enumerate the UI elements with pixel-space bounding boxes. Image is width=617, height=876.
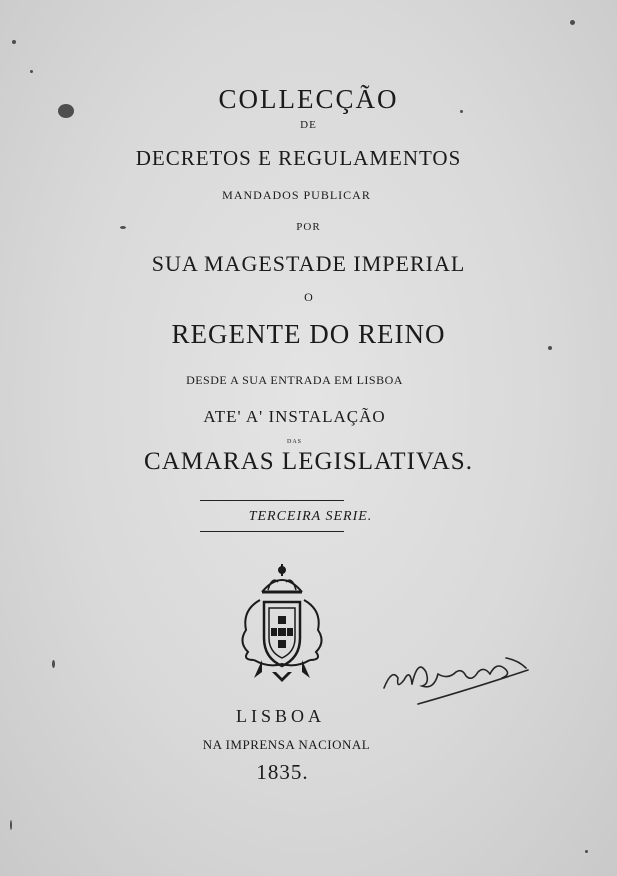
- title-line-mandados: MANDADOS PUBLICAR: [222, 188, 371, 202]
- ink-speck: [52, 660, 55, 668]
- title-line-regente: REGENTE DO REINO: [171, 319, 446, 349]
- ink-speck: [30, 70, 33, 73]
- divider-top: [200, 500, 344, 501]
- title-line-camaras: CAMARAS LEGISLATIVAS.: [144, 448, 473, 475]
- series-label: TERCEIRA SERIE.: [248, 509, 373, 524]
- title-line-de: DE: [300, 119, 317, 131]
- imprint-city: LISBOA: [235, 706, 325, 726]
- divider-bottom: [200, 531, 344, 532]
- imprint-press: NA IMPRENSA NACIONAL: [202, 737, 371, 752]
- title-line-por: POR: [296, 221, 321, 233]
- title-line-sua-magestade: SUA MAGESTADE IMPERIAL: [151, 251, 466, 276]
- ink-speck: [12, 40, 16, 44]
- ink-speck: [570, 20, 575, 25]
- page-title: COLLECÇÃO: [218, 84, 399, 114]
- imprint-year: 1835.: [256, 760, 309, 784]
- title-line-desde: DESDE A SUA ENTRADA EM LISBOA: [186, 373, 403, 387]
- ink-speck: [10, 820, 12, 830]
- title-line-ate: ATE' A' INSTALAÇÃO: [203, 407, 386, 426]
- title-line-o: O: [304, 290, 313, 304]
- title-line-das: DAS: [286, 439, 302, 445]
- royal-coat-of-arms-icon: [232, 560, 332, 690]
- title-line-decretos: DECRETOS E REGULAMENTOS: [135, 146, 462, 170]
- ink-speck: [585, 850, 588, 853]
- handwritten-signature: [378, 638, 538, 708]
